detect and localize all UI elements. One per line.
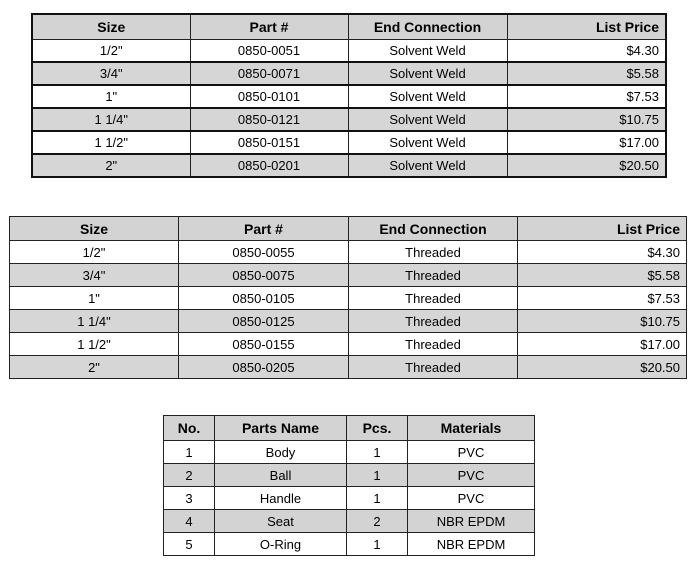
pcs-cell: 2	[347, 510, 408, 533]
table-row	[10, 356, 687, 379]
pcs-cell: 1	[347, 487, 408, 510]
part-cell: 0850-0071	[190, 62, 348, 85]
table-row	[10, 333, 687, 356]
pcs-cell: 1	[347, 464, 408, 487]
table-header-row	[164, 416, 535, 441]
part-cell: 0850-0105	[179, 287, 349, 310]
column-header-pcs: Pcs.	[347, 416, 408, 441]
price-cell: $10.75	[507, 108, 666, 131]
size-cell: 1 1/2"	[32, 131, 190, 154]
price-cell: $7.53	[507, 85, 666, 108]
size-cell: 1 1/4"	[32, 108, 190, 131]
materials-cell: NBR EPDM	[408, 510, 535, 533]
table-row	[10, 264, 687, 287]
size-cell: 3/4"	[32, 62, 190, 85]
part-cell: 0850-0151	[190, 131, 348, 154]
part-cell: 0850-0125	[179, 310, 349, 333]
table-row	[10, 310, 687, 333]
part-cell: 0850-0051	[190, 40, 348, 63]
column-header-list-price: List Price	[518, 217, 687, 241]
no-cell: 2	[164, 464, 215, 487]
column-header-size: Size	[32, 14, 190, 40]
size-cell: 1"	[10, 287, 179, 310]
part-cell: 0850-0121	[190, 108, 348, 131]
pcs-cell: 1	[347, 441, 408, 464]
end-connection-cell: Threaded	[349, 356, 518, 379]
table-row	[10, 241, 687, 264]
price-cell: $4.30	[507, 40, 666, 63]
table-row	[10, 287, 687, 310]
table-row	[32, 108, 666, 131]
size-cell: 2"	[32, 154, 190, 177]
size-cell: 1/2"	[10, 241, 179, 264]
end-connection-cell: Threaded	[349, 333, 518, 356]
size-cell: 1/2"	[32, 40, 190, 63]
part-cell: 0850-0101	[190, 85, 348, 108]
column-header-part: Part #	[190, 14, 348, 40]
price-cell: $5.58	[518, 264, 687, 287]
part-cell: 0850-0055	[179, 241, 349, 264]
pcs-cell: 1	[347, 533, 408, 556]
column-header-parts-name: Parts Name	[215, 416, 347, 441]
price-cell: $4.30	[518, 241, 687, 264]
part-cell: 0850-0205	[179, 356, 349, 379]
size-cell: 2"	[10, 356, 179, 379]
end-connection-cell: Solvent Weld	[348, 40, 507, 63]
table-row	[32, 62, 666, 85]
column-header-end-connection: End Connection	[348, 14, 507, 40]
price-cell: $20.50	[507, 154, 666, 177]
end-connection-cell: Solvent Weld	[348, 131, 507, 154]
column-header-end-connection: End Connection	[349, 217, 518, 241]
end-connection-cell: Solvent Weld	[348, 154, 507, 177]
table-header-row	[32, 14, 666, 40]
size-cell: 1 1/2"	[10, 333, 179, 356]
table-row	[164, 533, 535, 556]
price-cell: $17.00	[518, 333, 687, 356]
table-row	[32, 85, 666, 108]
no-cell: 1	[164, 441, 215, 464]
table-row	[164, 441, 535, 464]
parts-name-cell: Body	[215, 441, 347, 464]
size-cell: 1 1/4"	[10, 310, 179, 333]
end-connection-cell: Solvent Weld	[348, 62, 507, 85]
materials-cell: NBR EPDM	[408, 533, 535, 556]
materials-cell: PVC	[408, 464, 535, 487]
column-header-list-price: List Price	[507, 14, 666, 40]
end-connection-cell: Threaded	[349, 264, 518, 287]
column-header-size: Size	[10, 217, 179, 241]
materials-cell: PVC	[408, 487, 535, 510]
no-cell: 5	[164, 533, 215, 556]
part-cell: 0850-0075	[179, 264, 349, 287]
table-row	[164, 464, 535, 487]
price-cell: $10.75	[518, 310, 687, 333]
parts-name-cell: Seat	[215, 510, 347, 533]
end-connection-cell: Threaded	[349, 310, 518, 333]
end-connection-cell: Threaded	[349, 287, 518, 310]
table-header-row	[10, 217, 687, 241]
table-row	[32, 131, 666, 154]
part-cell: 0850-0155	[179, 333, 349, 356]
size-cell: 1"	[32, 85, 190, 108]
table-row	[32, 154, 666, 177]
end-connection-cell: Solvent Weld	[348, 85, 507, 108]
table-row	[164, 510, 535, 533]
column-header-part: Part #	[179, 217, 349, 241]
part-cell: 0850-0201	[190, 154, 348, 177]
end-connection-cell: Solvent Weld	[348, 108, 507, 131]
column-header-no: No.	[164, 416, 215, 441]
price-cell: $17.00	[507, 131, 666, 154]
no-cell: 3	[164, 487, 215, 510]
end-connection-cell: Threaded	[349, 241, 518, 264]
parts-name-cell: Ball	[215, 464, 347, 487]
parts-name-cell: Handle	[215, 487, 347, 510]
table-row	[32, 40, 666, 63]
materials-cell: PVC	[408, 441, 535, 464]
solvent-weld-price-table	[31, 13, 667, 178]
price-cell: $7.53	[518, 287, 687, 310]
price-cell: $5.58	[507, 62, 666, 85]
threaded-price-table	[9, 216, 687, 379]
size-cell: 3/4"	[10, 264, 179, 287]
parts-materials-table	[163, 415, 535, 556]
no-cell: 4	[164, 510, 215, 533]
column-header-materials: Materials	[408, 416, 535, 441]
parts-name-cell: O-Ring	[215, 533, 347, 556]
table-row	[164, 487, 535, 510]
price-cell: $20.50	[518, 356, 687, 379]
